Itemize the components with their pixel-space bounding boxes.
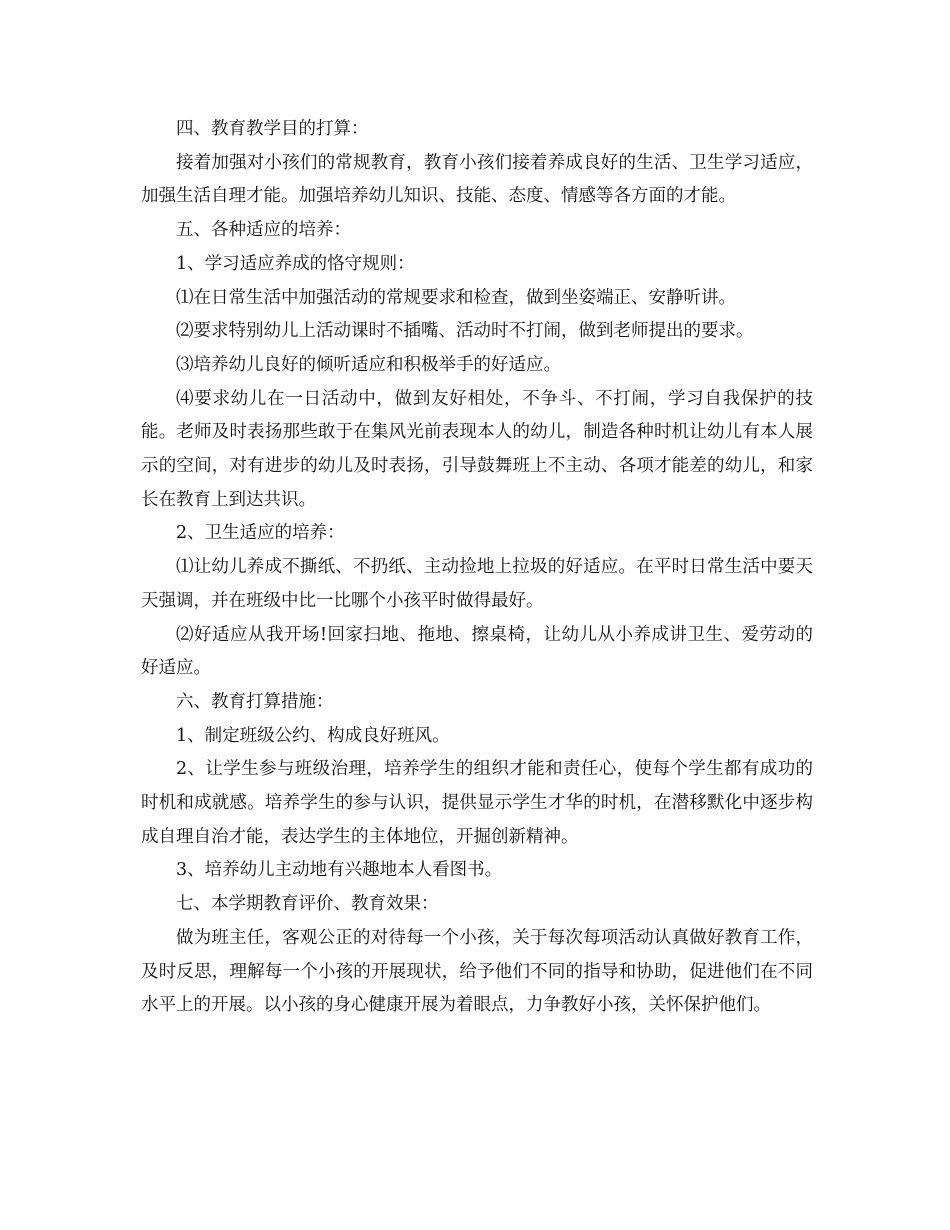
paragraph: 做为班主任，客观公正的对待每一个小孩，关于每次每项活动认真做好教育工作，及时反思，理解每一个小孩的开展现状，给予他们不同的指导和协助，促进他们在不同水平上的开展。以小孩的身心健康开展为着眼点，力争教好小孩，关怀保护他们。: [141, 927, 813, 1016]
list-item: ⑵好适应从我开场!回家扫地、拖地、擦桌椅，让幼儿从小养成讲卫生、爱劳动的好适应。: [141, 624, 813, 679]
list-item: ⑵要求特别幼儿上活动课时不插嘴、活动时不打闹，做到老师提出的要求。: [176, 321, 754, 342]
paragraph: 接着加强对小孩们的常规教育，教育小孩们接着养成良好的生活、卫生学习适应，加强生活自理才能。加强培养幼儿知识、技能、态度、情感等各方面的才能。: [141, 152, 813, 207]
document-body: [141, 113, 813, 1023]
list-item: ⑶培养幼儿良好的倾听适应和积极举手的好适应。: [176, 354, 561, 375]
list-item: 2、让学生参与班级治理，培养学生的组织才能和责任心，使每个学生都有成功的时机和成就感。培养学生的参与认识，提供显示学生才华的时机，在潜移默化中逐步构成自理自治才能，表达学生的主体地位，开掘创新精神。: [141, 759, 813, 847]
list-item: ⑷要求幼儿在一日活动中，做到友好相处，不争斗、不打闹，学习自我保护的技能。老师及时表扬那些敢于在集风光前表现本人的幼儿，制造各种时机让幼儿有本人展示的空间，对有进步的幼儿及时表扬，引导鼓舞班上不主动、各项才能差的幼儿，和家长在教育上到达共识。: [141, 388, 813, 510]
section-heading-habit-training: 五、各种适应的培养：: [176, 220, 351, 241]
list-item: ⑴让幼儿养成不撕纸、不扔纸、主动捡地上拉圾的好适应。在平时日常生活中要天天强调，并在班级中比一比哪个小孩平时做得最好。: [141, 557, 813, 611]
section-heading-teaching-goals: 四、教育教学目的打算：: [176, 119, 369, 139]
section-heading-evaluation: 七、本学期教育评价、教育效果：: [176, 894, 439, 915]
subheading: 1、学习适应养成的恪守规则：: [176, 253, 415, 274]
list-item: 1、制定班级公约、构成良好班风。: [176, 725, 450, 746]
subheading: 2、卫生适应的培养：: [176, 523, 345, 544]
section-heading-plan-measures: 六、教育打算措施：: [176, 691, 334, 712]
list-item: ⑴在日常生活中加强活动的常规要求和检查，做到坐姿端正、安静听讲。: [176, 287, 736, 308]
list-item: 3、培养幼儿主动地有兴趣地本人看图书。: [176, 860, 503, 881]
